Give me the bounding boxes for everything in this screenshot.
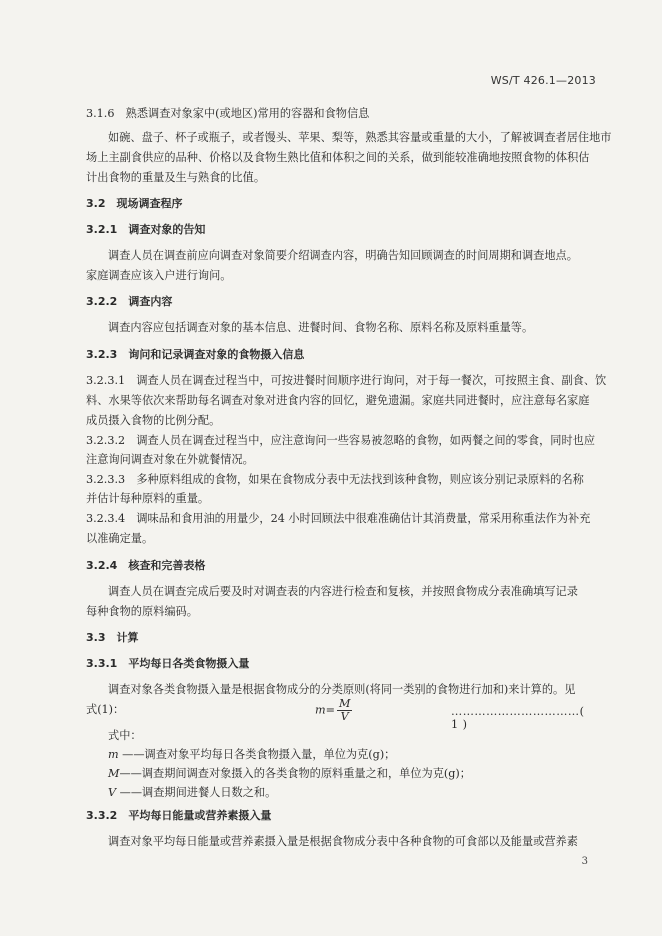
clause-3-3-1-heading: 3.3.1 平均每日各类食物摄入量	[86, 657, 250, 670]
paragraph-line: 家庭调查应该入户进行询问。	[86, 269, 232, 282]
where-label: 式中：	[108, 729, 142, 742]
paragraph-line: 调查内容应包括调查对象的基本信息、进餐时间、食物名称、原料名称及原料重量等。	[108, 321, 534, 334]
paragraph-line: 调查人员在调查前应向调查对象简要介绍调查内容，明确告知回顾调查的时间周期和调查地点。	[108, 249, 578, 262]
paragraph-line: 以准确定量。	[86, 532, 154, 545]
clause-3-2-2-heading: 3.2.2 调查内容	[86, 295, 173, 308]
formula-lhs: m	[315, 703, 326, 717]
paragraph-line: 3.2.3.4 调味品和食用油的用量少，24 小时回顾法中很难准确估计其消费量，常采用称重法作为补充	[86, 512, 591, 525]
paragraph-line: 调查人员在调查完成后要及时对调查表的内容进行检查和复核，并按照食物成分表准确填写记录	[108, 585, 578, 598]
section-3-2-heading: 3.2 现场调查程序	[86, 197, 183, 210]
clause-3-1-6-heading: 3.1.6 熟悉调查对象家中(或地区)常用的容器和食物信息	[86, 107, 370, 120]
paragraph-line: 3.2.3.1 调查人员在调查过程当中，可按进餐时间顺序进行询问，对于每一餐次，可按照主食、副食、饮	[86, 374, 607, 387]
page-number: 3	[581, 856, 588, 867]
paragraph-line: 调查对象平均每日能量或营养素摄入量是根据食物成分表中各种食物的可食部以及能量或营养素	[108, 835, 578, 848]
paragraph-line: 3.2.3.2 调查人员在调查过程当中，应注意询问一些容易被忽略的食物，如两餐之间的零食，同时也应	[86, 434, 596, 447]
section-3-3-heading: 3.3 计算	[86, 631, 139, 644]
formula-denominator: V	[340, 710, 349, 723]
paragraph-line: 料、水果等依次来帮助每名调查对象对进食内容的回忆，避免遗漏。家庭共同进餐时，应注意每名家庭	[86, 394, 590, 407]
paragraph-line: 并估计每种原料的重量。	[86, 492, 210, 505]
clause-3-3-2-heading: 3.3.2 平均每日能量或营养素摄入量	[86, 809, 272, 822]
formula-equals: =	[325, 703, 335, 717]
clause-3-2-3-heading: 3.2.3 询问和记录调查对象的食物摄入信息	[86, 348, 305, 361]
paragraph-line: 3.2.3.3 多种原料组成的食物，如果在食物成分表中无法找到该种食物，则应该分别记录原料的名称	[86, 473, 584, 486]
clause-3-2-4-heading: 3.2.4 核查和完善表格	[86, 559, 206, 572]
paragraph-line: 如碗、盘子、杯子或瓶子，或者馒头、苹果、梨等，熟悉其容量或重量的大小，了解被调查者居住地市	[108, 131, 612, 144]
paragraph-line: 调查对象各类食物摄入量是根据食物成分的分类原则(将同一类别的食物进行加和)来计算的。见	[108, 683, 576, 696]
variable-V-definition: V ——调查期间进餐人日数之和。	[108, 786, 277, 799]
variable-m-definition: m ——调查对象平均每日各类食物摄入量，单位为克(g)；	[108, 748, 396, 761]
clause-3-2-1-heading: 3.2.1 调查对象的告知	[86, 223, 206, 236]
formula-numerator: M	[338, 697, 351, 710]
variable-M-definition: M——调查期间调查对象摄入的各类食物的原料重量之和，单位为克(g)；	[108, 767, 471, 780]
paragraph-line: 场上主副食供应的品种、价格以及食物生熟比值和体积之间的关系，做到能较准确地按照食物的体积估	[86, 151, 590, 164]
paragraph-line: 式(1)：	[86, 703, 125, 716]
standard-code: WS/T 426.1—2013	[490, 74, 596, 87]
formula-fraction	[337, 698, 352, 723]
formula-1	[315, 697, 595, 731]
paragraph-line: 每种食物的原料编码。	[86, 605, 198, 618]
paragraph-line: 注意询问调查对象在外就餐情况。	[86, 453, 254, 466]
paragraph-line: 成员摄入食物的比例分配。	[86, 414, 221, 427]
paragraph-line: 计出食物的重量及生与熟食的比值。	[86, 171, 266, 184]
formula-number: ……………………………( 1 )	[451, 705, 585, 731]
